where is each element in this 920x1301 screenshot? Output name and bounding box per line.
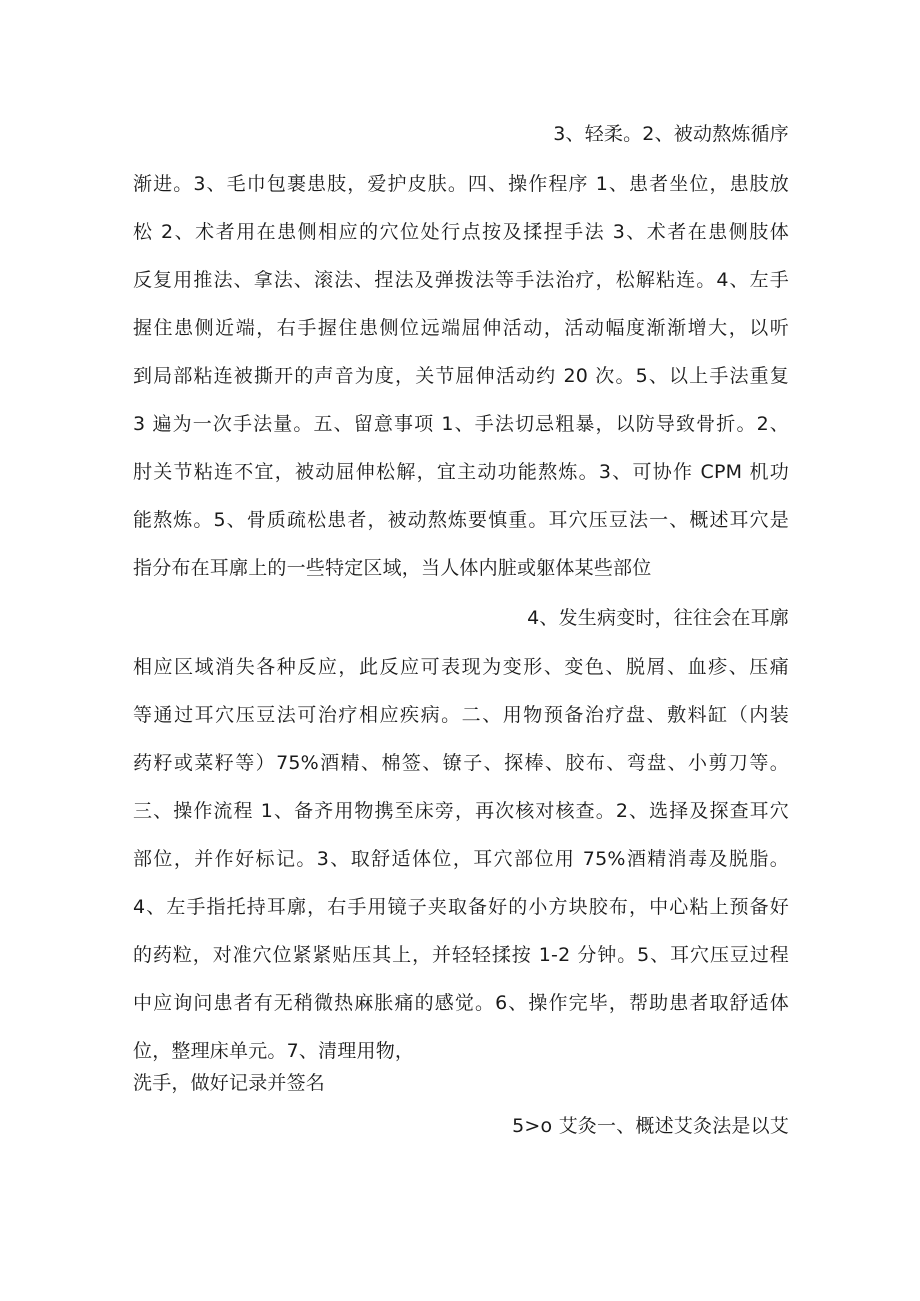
text-line: 相应区域消失各种反应，此反应可表现为变形、变色、脱屑、血疹、压痛	[133, 656, 789, 678]
text-line: 中应询问患者有无稍微热麻胀痛的感觉。6、操作完毕，帮助患者取舒适体	[133, 992, 789, 1014]
text-line: 洗手，做好记录并签名	[133, 1072, 326, 1094]
text-line: 药籽或菜籽等）75%酒精、棉签、镣子、探棒、胶布、弯盘、小剪刀等。	[133, 752, 789, 774]
text-line: 5>o 艾灸一、概述艾灸法是以艾	[512, 1115, 789, 1137]
text-line: 部位，并作好标记。3、取舒适体位，耳穴部位用 75%酒精消毒及脱脂。	[133, 848, 789, 870]
text-line: 反复用推法、拿法、滚法、捏法及弹拨法等手法治疗，松解粘连。4、左手	[133, 269, 789, 291]
text-line: 等通过耳穴压豆法可治疗相应疾病。二、用物预备治疗盘、敷料缸（内装	[133, 704, 789, 726]
text-line: 握住患侧近端，右手握住患侧位远端屈伸活动，活动幅度渐渐增大，以听	[133, 317, 789, 339]
text-line: 肘关节粘连不宜，被动屈伸松解，宜主动功能熬炼。3、可协作 CPM 机功	[133, 461, 789, 483]
text-line: 到局部粘连被撕开的声音为度，关节屈伸活动约 20 次。5、以上手法重复	[133, 365, 789, 387]
text-line: 的药粒，对准穴位紧紧贴压其上，并轻轻揉按 1-2 分钟。5、耳穴压豆过程	[133, 944, 789, 966]
text-line: 指分布在耳廓上的一些特定区域，当人体内脏或躯体某些部位	[133, 557, 652, 579]
text-line: 3、轻柔。2、被动熬炼循序	[553, 123, 789, 145]
text-line: 渐进。3、毛巾包裹患肢，爱护皮肤。四、操作程序 1、患者坐位，患肢放	[133, 173, 789, 195]
text-line: 4、发生病变时，往往会在耳廓	[527, 607, 789, 629]
text-line: 松 2、术者用在患侧相应的穴位处行点按及揉捏手法 3、术者在患侧肢体	[133, 221, 789, 243]
text-line: 能熬炼。5、骨质疏松患者，被动熬炼要慎重。耳穴压豆法一、概述耳穴是	[133, 509, 789, 531]
text-line: 3 遍为一次手法量。五、留意事项 1、手法切忌粗暴，以防导致骨折。2、	[133, 413, 789, 435]
text-line: 位，整理床单元。7、清理用物，	[133, 1040, 415, 1062]
text-line: 4、左手指托持耳廓，右手用镜子夹取备好的小方块胶布，中心粘上预备好	[133, 896, 789, 918]
text-line: 三、操作流程 1、备齐用物携至床旁，再次核对核查。2、选择及探查耳穴	[133, 800, 789, 822]
